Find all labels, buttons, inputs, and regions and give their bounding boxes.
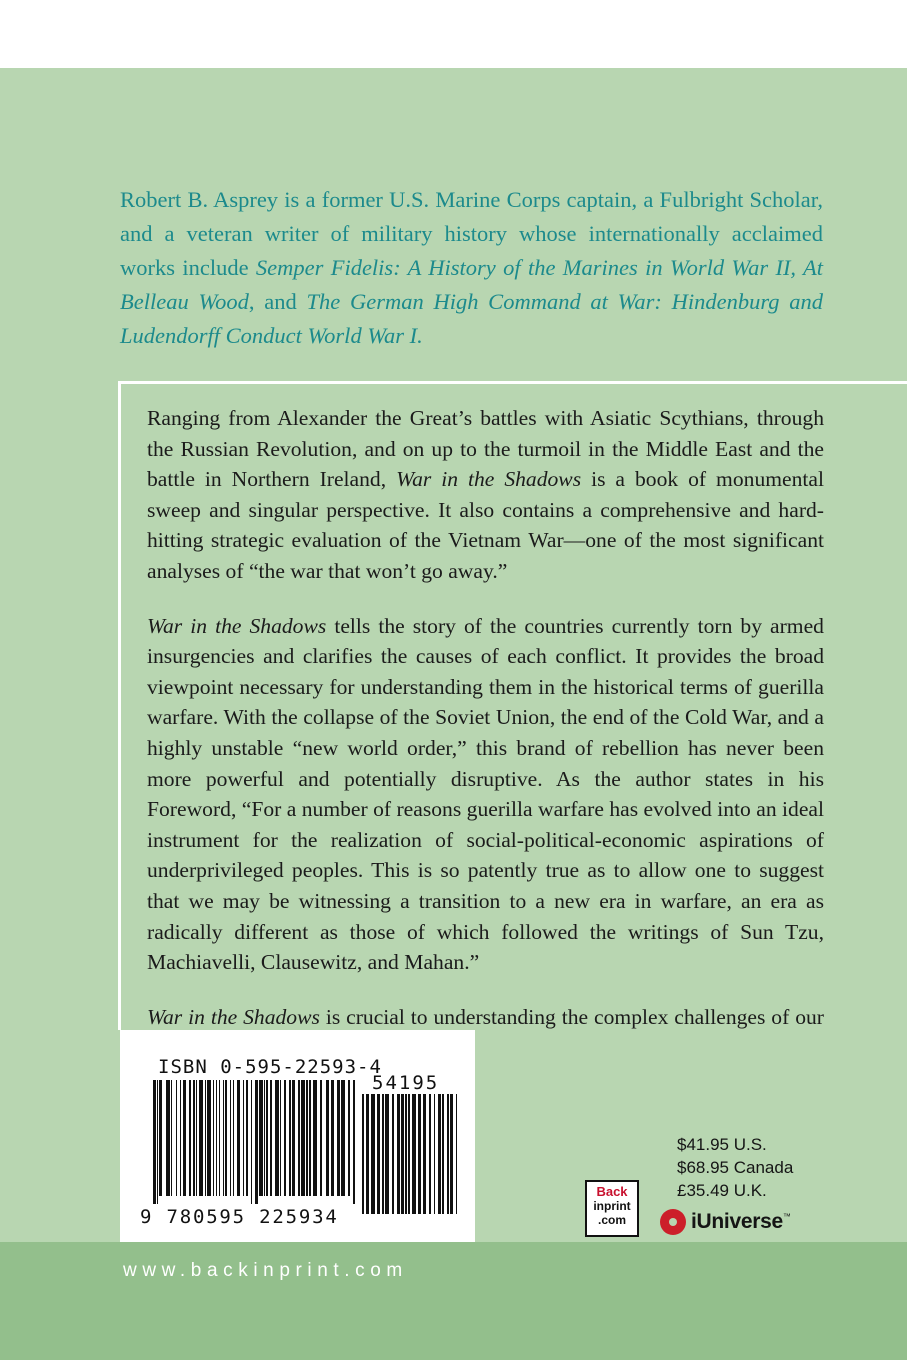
description-text: is a book of monumental sweep and singular perspective. It also contains a comprehensive and hard-hitting strategic evaluation of the Vietnam War—one of the most significant analyses of “the war that won’t go away.” (147, 467, 825, 583)
price-uk: £35.49 U.K. (677, 1181, 767, 1200)
price-canada: $68.95 Canada (677, 1158, 794, 1177)
isbn-label: ISBN 0-595-22593-4 (158, 1056, 382, 1078)
ean-number: 9 780595 225934 (140, 1206, 339, 1228)
price-addon-barcode (362, 1094, 462, 1214)
description-text: is crucial to understanding the complex challenges of our (325, 1004, 824, 1029)
author-bio-book-title-german: The German High Command at War: Hindenburg and Ludendorff Conduct World War I. (120, 289, 823, 348)
isbn-barcode (153, 1080, 355, 1204)
website-url: www.backinprint.com (123, 1260, 408, 1281)
description-text: tells the story of the countries currently torn by armed insurgencies and clarifies the causes of each conflict. It provides the broad viewpoint necessary for understanding them in the historical terms of guerilla warfare. With the collapse of the Soviet Union, the end of the Cold War, and a highly unstable “new world order,” this brand of rebellion has never been more powerful and potentially disruptive. As the author states in his Foreword, “For a number of reasons guerilla warfare has evolved into an ideal instrument for the realization of social-political-economic aspirations of underprivileged peoples. This is so patently true as to allow one to suggest that we may be witnessing a transition to a new era in warfare, an era as radically different as those of which followed the writings of Sun Tzu, Machiavelli, Clausewitz, and Mahan.” (147, 613, 824, 975)
backinprint-logo (585, 1180, 639, 1237)
author-bio (120, 183, 823, 353)
iuniverse-logo (660, 1204, 791, 1240)
backinprint-logo-line1: Back (596, 1184, 628, 1199)
author-bio-book-titles: Semper Fidelis: A History of the Marines in World War II, At Belleau Wood (120, 255, 823, 314)
price-code-label: 54195 (372, 1072, 440, 1094)
book-title: War in the Shadows (147, 1004, 320, 1029)
price-list (677, 1133, 793, 1202)
description-paragraph-2 (147, 611, 824, 978)
description-text: Ranging from Alexander the Great’s battles with Asiatic Scythians, through the Russian Revolution, and on up to the turmoil in the Middle East and the battle in Northern Ireland, (147, 406, 824, 492)
trademark-symbol: ™ (782, 1212, 791, 1221)
book-description (147, 403, 824, 1087)
backinprint-logo-line2: inprint (593, 1199, 631, 1213)
description-paragraph-1 (147, 403, 824, 587)
iuniverse-mark-icon (660, 1209, 686, 1235)
price-us: $41.95 U.S. (677, 1135, 767, 1154)
author-bio-text: Robert B. Asprey is a former U.S. Marine Corps captain, a Fulbright Scholar, and a veteran writer of military history whose internationally acclaimed works include (120, 187, 823, 280)
author-bio-text-and: , and (248, 289, 307, 314)
book-title: War in the Shadows (396, 467, 582, 492)
book-title: War in the Shadows (147, 613, 327, 638)
backinprint-logo-line3: .com (597, 1213, 626, 1227)
iuniverse-wordmark: iUniverse (691, 1210, 783, 1233)
